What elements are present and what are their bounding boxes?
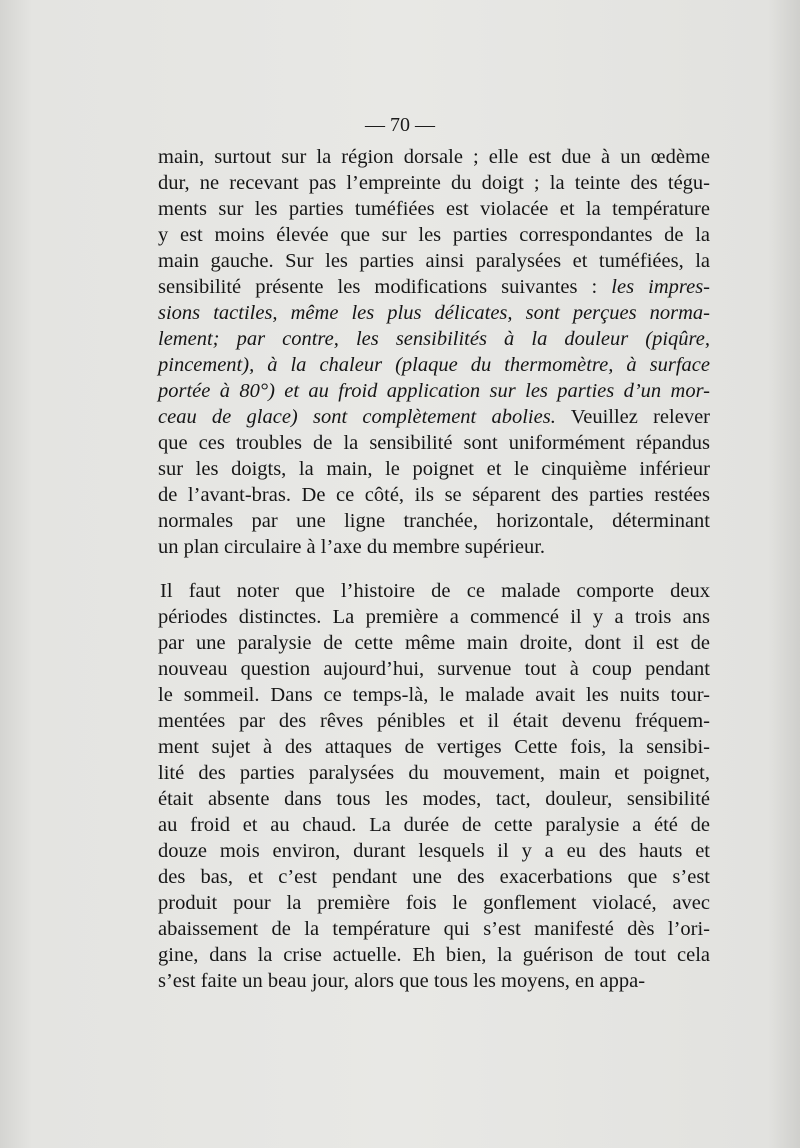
text-line [158,196,710,222]
text-run: dur, ne recevant pas l’empreinte du doigt ; la teinte des tégu- [158,172,710,194]
text-run: que ces troubles de la sensibilité sont uniformément répandus [158,432,710,454]
paragraph [158,578,710,994]
text-line [158,170,710,196]
text-line [158,786,710,812]
text-line [158,222,710,248]
text-run: des bas, et c’est pendant une des exacerbations que s’est [158,866,710,888]
text-run: y est moins élevée que sur les parties correspondantes de la [158,224,710,246]
italic-run: les impres- [611,276,710,298]
text-line [158,812,710,838]
text-run: ment sujet à des attaques de vertiges Cette fois, la sensibi- [158,736,710,758]
text-line [158,508,710,534]
text-run: gine, dans la crise actuelle. Eh bien, la guérison de tout cela [158,944,710,966]
text-run: douze mois environ, durant lesquels il y a eu des hauts et [158,840,710,862]
text-run: s’est faite un beau jour, alors que tous les moyens, en appa- [158,970,646,992]
text-line [158,456,710,482]
text-line [158,248,710,274]
text-line [158,968,710,994]
paragraph [158,144,710,560]
text-line [158,144,710,170]
text-line [158,864,710,890]
text-line [158,534,710,560]
text-line [158,760,710,786]
text-line [158,352,710,378]
text-line [158,630,710,656]
text-line [158,604,710,630]
italic-run: sions tactiles, même les plus délicates, sont perçues norma- [158,302,710,324]
text-line [158,404,710,430]
text-run: périodes distinctes. La première a commencé il y a trois ans [158,606,710,628]
text-run: le sommeil. Dans ce temps-là, le malade avait les nuits tour- [158,684,710,706]
text-line [158,682,710,708]
text-run: normales par une ligne tranchée, horizontale, déterminant [158,510,710,532]
text-line [158,708,710,734]
text-line [158,326,710,352]
italic-run: lement; par contre, les sensibilités à la douleur (piqûre, [158,328,710,350]
text-run: lité des parties paralysées du mouvement, main et poignet, [158,762,710,784]
text-line [158,300,710,326]
text-line [158,838,710,864]
text-line [158,430,710,456]
text-line [158,734,710,760]
text-line [158,942,710,968]
text-line [158,378,710,404]
text-run: de l’avant-bras. De ce côté, ils se séparent des parties restées [158,484,710,506]
text-line [158,578,710,604]
text-run: abaissement de la température qui s’est manifesté dès l’ori- [158,918,710,940]
page-number: — 70 — [365,114,435,136]
text-line [158,274,710,300]
text-line [158,482,710,508]
text-run: ments sur les parties tuméfiées est violacée et la température [158,198,710,220]
text-run: au froid et au chaud. La durée de cette paralysie a été de [158,814,710,836]
text-line [158,916,710,942]
text-run: un plan circulaire à l’axe du membre supérieur. [158,536,546,558]
italic-run: pincement), à la chaleur (plaque du thermomètre, à surface [158,354,710,376]
text-run: nouveau question aujourd’hui, survenue tout à coup pendant [158,658,710,680]
italic-run: portée à 80°) et au froid application sur les parties d’un mor- [158,380,710,402]
text-run: par une paralysie de cette même main droite, dont il est de [158,632,710,654]
body-text [158,144,710,994]
text-run: mentées par des rêves pénibles et il était devenu fréquem- [158,710,710,732]
text-run: sur les doigts, la main, le poignet et le cinquième inférieur [158,458,710,480]
text-run: était absente dans tous les modes, tact, douleur, sensibilité [158,788,710,810]
italic-run: ceau de glace) sont complètement abolies. [158,406,556,428]
text-line [158,890,710,916]
text-run: sensibilité présente les modifications suivantes : [158,276,612,298]
text-run: produit pour la première fois le gonflement violacé, avec [158,892,710,914]
text-run: Il faut noter que l’histoire de ce malade comporte deux [160,580,710,602]
text-run: Veuillez relever [555,406,710,428]
text-run: main gauche. Sur les parties ainsi paralysées et tuméfiées, la [158,250,710,272]
text-run: main, surtout sur la région dorsale ; elle est due à un œdème [158,146,710,168]
text-line [158,656,710,682]
